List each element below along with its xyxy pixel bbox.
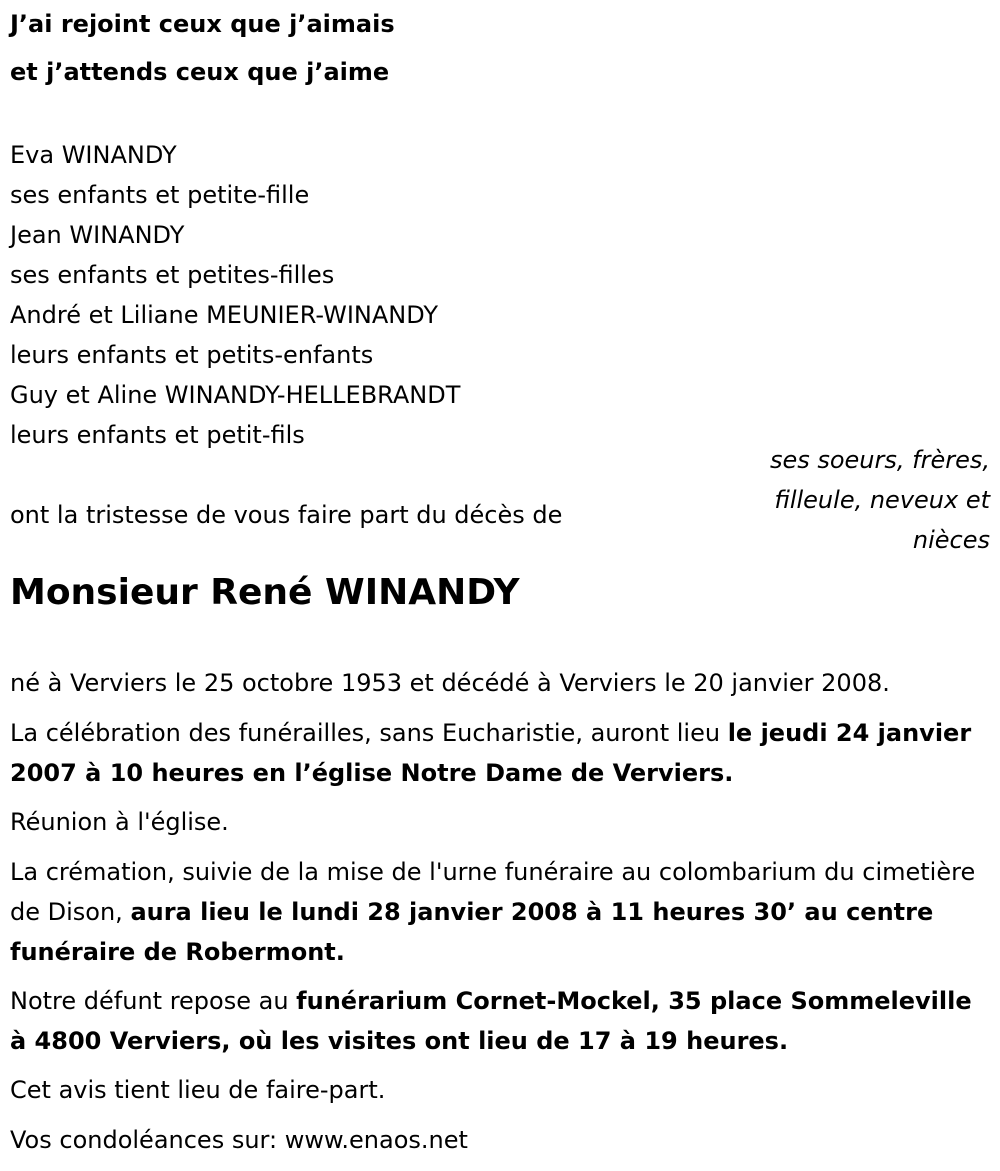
funeral-paragraph: [10, 713, 995, 793]
epigraph-line-1: J’ai rejoint ceux que j’aimais: [10, 10, 395, 38]
family-line: Eva WINANDY: [10, 141, 177, 169]
birth-death-text: né à Verviers le 25 octobre 1953 et décédé à Verviers le 20 janvier 2008.: [10, 669, 890, 697]
family-line: ses enfants et petite-fille: [10, 181, 310, 209]
side-relatives-line: filleule, neveux et: [774, 486, 990, 514]
deceased-name: Monsieur René WINANDY: [10, 572, 520, 613]
funeral-details: le jeudi 24 janvier 2007 à 10 heures en l’église Notre Dame de Verviers.: [10, 719, 972, 787]
repose-intro: Notre défunt repose au: [10, 987, 297, 1015]
cremation-intro: La crémation, suivie de la mise de l'urne funéraire au colombarium du cimetière de Dison,: [10, 858, 976, 926]
meeting-text: Réunion à l'église.: [10, 808, 229, 836]
notice-text: Cet avis tient lieu de faire-part.: [10, 1076, 386, 1104]
family-line: Jean WINANDY: [10, 221, 185, 249]
cremation-paragraph: [10, 852, 995, 972]
family-line: leurs enfants et petits-enfants: [10, 341, 374, 369]
cremation-details: aura lieu le lundi 28 janvier 2008 à 11 heures 30’ au centre funéraire de Robermont.: [10, 898, 934, 966]
epigraph-line-2: et j’attends ceux que j’aime: [10, 58, 390, 86]
announcement-text: ont la tristesse de vous faire part du décès de: [10, 501, 563, 529]
family-line: leurs enfants et petit-fils: [10, 421, 305, 449]
family-line: Guy et Aline WINANDY-HELLEBRANDT: [10, 381, 461, 409]
family-list: [10, 135, 460, 455]
side-relatives: [750, 440, 990, 560]
family-line: ses enfants et petites-filles: [10, 261, 335, 289]
repose-details: funérarium Cornet-Mockel, 35 place Sommeleville à 4800 Verviers, où les visites ont lieu de 17 à 19 heures.: [10, 987, 972, 1055]
side-relatives-line: ses soeurs, frères,: [769, 446, 990, 474]
side-relatives-line: nièces: [912, 526, 990, 554]
repose-paragraph: [10, 981, 995, 1061]
family-line: André et Liliane MEUNIER-WINANDY: [10, 301, 439, 329]
funeral-intro: La célébration des funérailles, sans Eucharistie, auront lieu: [10, 719, 728, 747]
condolences-text: Vos condoléances sur: www.enaos.net: [10, 1126, 468, 1154]
